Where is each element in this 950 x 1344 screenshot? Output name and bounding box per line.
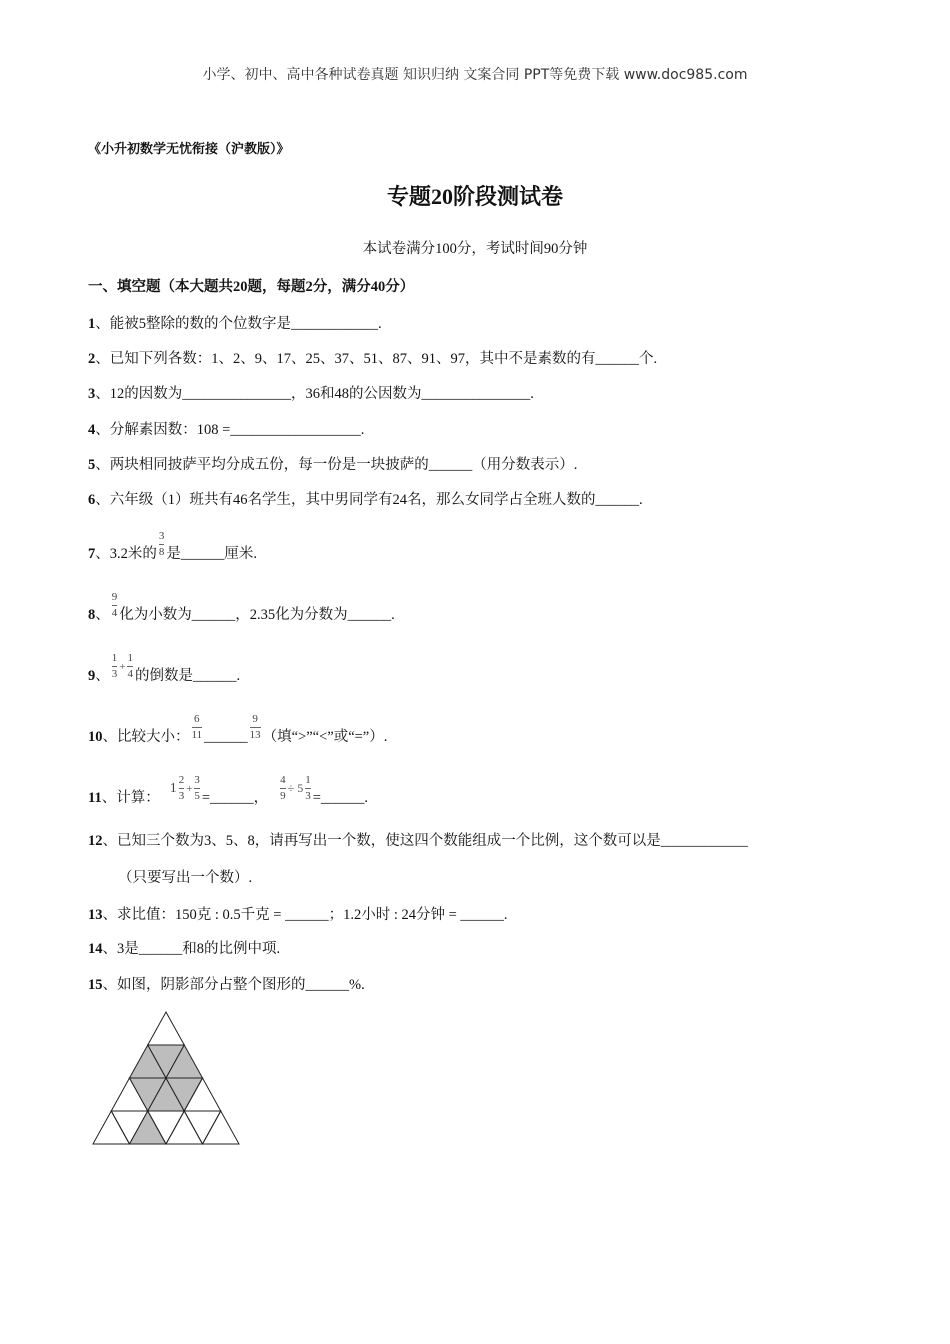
question-text: 、能被5整除的数的个位数字是____________. [95,316,382,332]
fraction: $\frac{9}{4}$ [111,591,118,619]
question-8: 8、 $\frac{9}{4}$ 化为小数为______，2.35化为分数为______. [88,591,395,623]
question-text: 、两块相同披萨平均分成五份，每一份是一块披萨的______（用分数表示）. [95,457,578,473]
question-14: 14、3是______和8的比例中项. [88,941,281,957]
question-text: 、12的因数为_______________，36和48的公因数为_______________. [95,386,534,402]
question-number: 6 [88,492,96,508]
question-number: 5 [88,457,96,473]
question-12: 12、已知三个数为3、5、8，请再写出一个数，使这四个数能组成一个比例，这个数可以是____________ [88,833,748,849]
question-text: 、已知下列各数：1、2、9、17、25、37、51、87、91、97，其中不是素数的有______个. [95,351,658,367]
fraction: $\frac{2}{3}$ [178,774,185,802]
grid-triangle [166,1111,203,1144]
grid-triangle [184,1111,221,1144]
exam-info: 本试卷满分100分，考试时间90分钟 [362,241,588,257]
page-header: 小学、初中、高中各种试卷真题 知识归纳 文案合同 PPT等免费下载 www.doc985.com [202,67,748,83]
fraction: $\frac{4}{9}$ [280,774,286,802]
question-9: 9、 $\frac{1}{3}$ + $\frac{1}{4}$ 的倒数是______. [88,652,241,684]
fraction: $\frac{9}{13}$ [249,713,261,741]
question-text: 、分解素因数：108 =__________________. [95,422,365,438]
fraction: $\frac{1}{3}$ [305,774,311,802]
question-5 [88,453,577,474]
grid-triangle [130,1111,167,1144]
question-2 [88,347,657,368]
question-number: 3 [88,386,96,402]
question-4 [88,418,364,439]
question-3 [88,382,534,403]
fraction: $\frac{3}{8}$ [158,530,165,558]
question-1 [88,312,382,333]
question-11: 11、计算：1 $\frac{2}{3}$ + $\frac{3}{5}$ =______， $\frac{4}{9}$ $^{\div 5}$ $\frac{1}{3}$ =______. [88,774,369,806]
question-12-cont: （只要写出一个数）. [118,870,253,886]
question-6 [88,488,643,509]
fraction: $\frac{3}{5}$ [194,774,200,802]
question-number: 4 [88,422,96,438]
triangle-grid-figure [92,1010,244,1146]
question-10: 10、比较大小： $\frac{6}{11}$ ______ $\frac{9}{13}$ （填“>”“<”或“=”）. [88,713,388,745]
question-7: 7、3.2米的 $\frac{3}{8}$ 是______厘米. [88,530,257,562]
grid-triangle [93,1111,130,1144]
page-title: 专题20阶段测试卷 [386,184,563,209]
question-number: 2 [88,351,96,367]
question-15: 15、如图，阴影部分占整个图形的______%. [88,977,365,993]
question-number: 1 [88,316,96,332]
fraction: $\frac{1}{4}$ [127,652,133,680]
series-title: 《小升初数学无忧衔接（沪教版）》 [88,141,290,156]
grid-triangle [203,1111,240,1144]
section-heading: 一、填空题（本大题共20题，每题2分，满分40分） [88,279,415,295]
question-13: 13、求比值：150克 : 0.5千克 = ______；1.2小时 : 24分钟 = ______. [88,907,508,923]
question-text: 、六年级（1）班共有46名学生，其中男同学有24名，那么女同学占全班人数的______. [95,492,643,508]
fraction: $\frac{6}{11}$ [191,713,203,741]
grid-triangle [148,1012,185,1045]
fraction: $\frac{1}{3}$ [111,652,118,680]
